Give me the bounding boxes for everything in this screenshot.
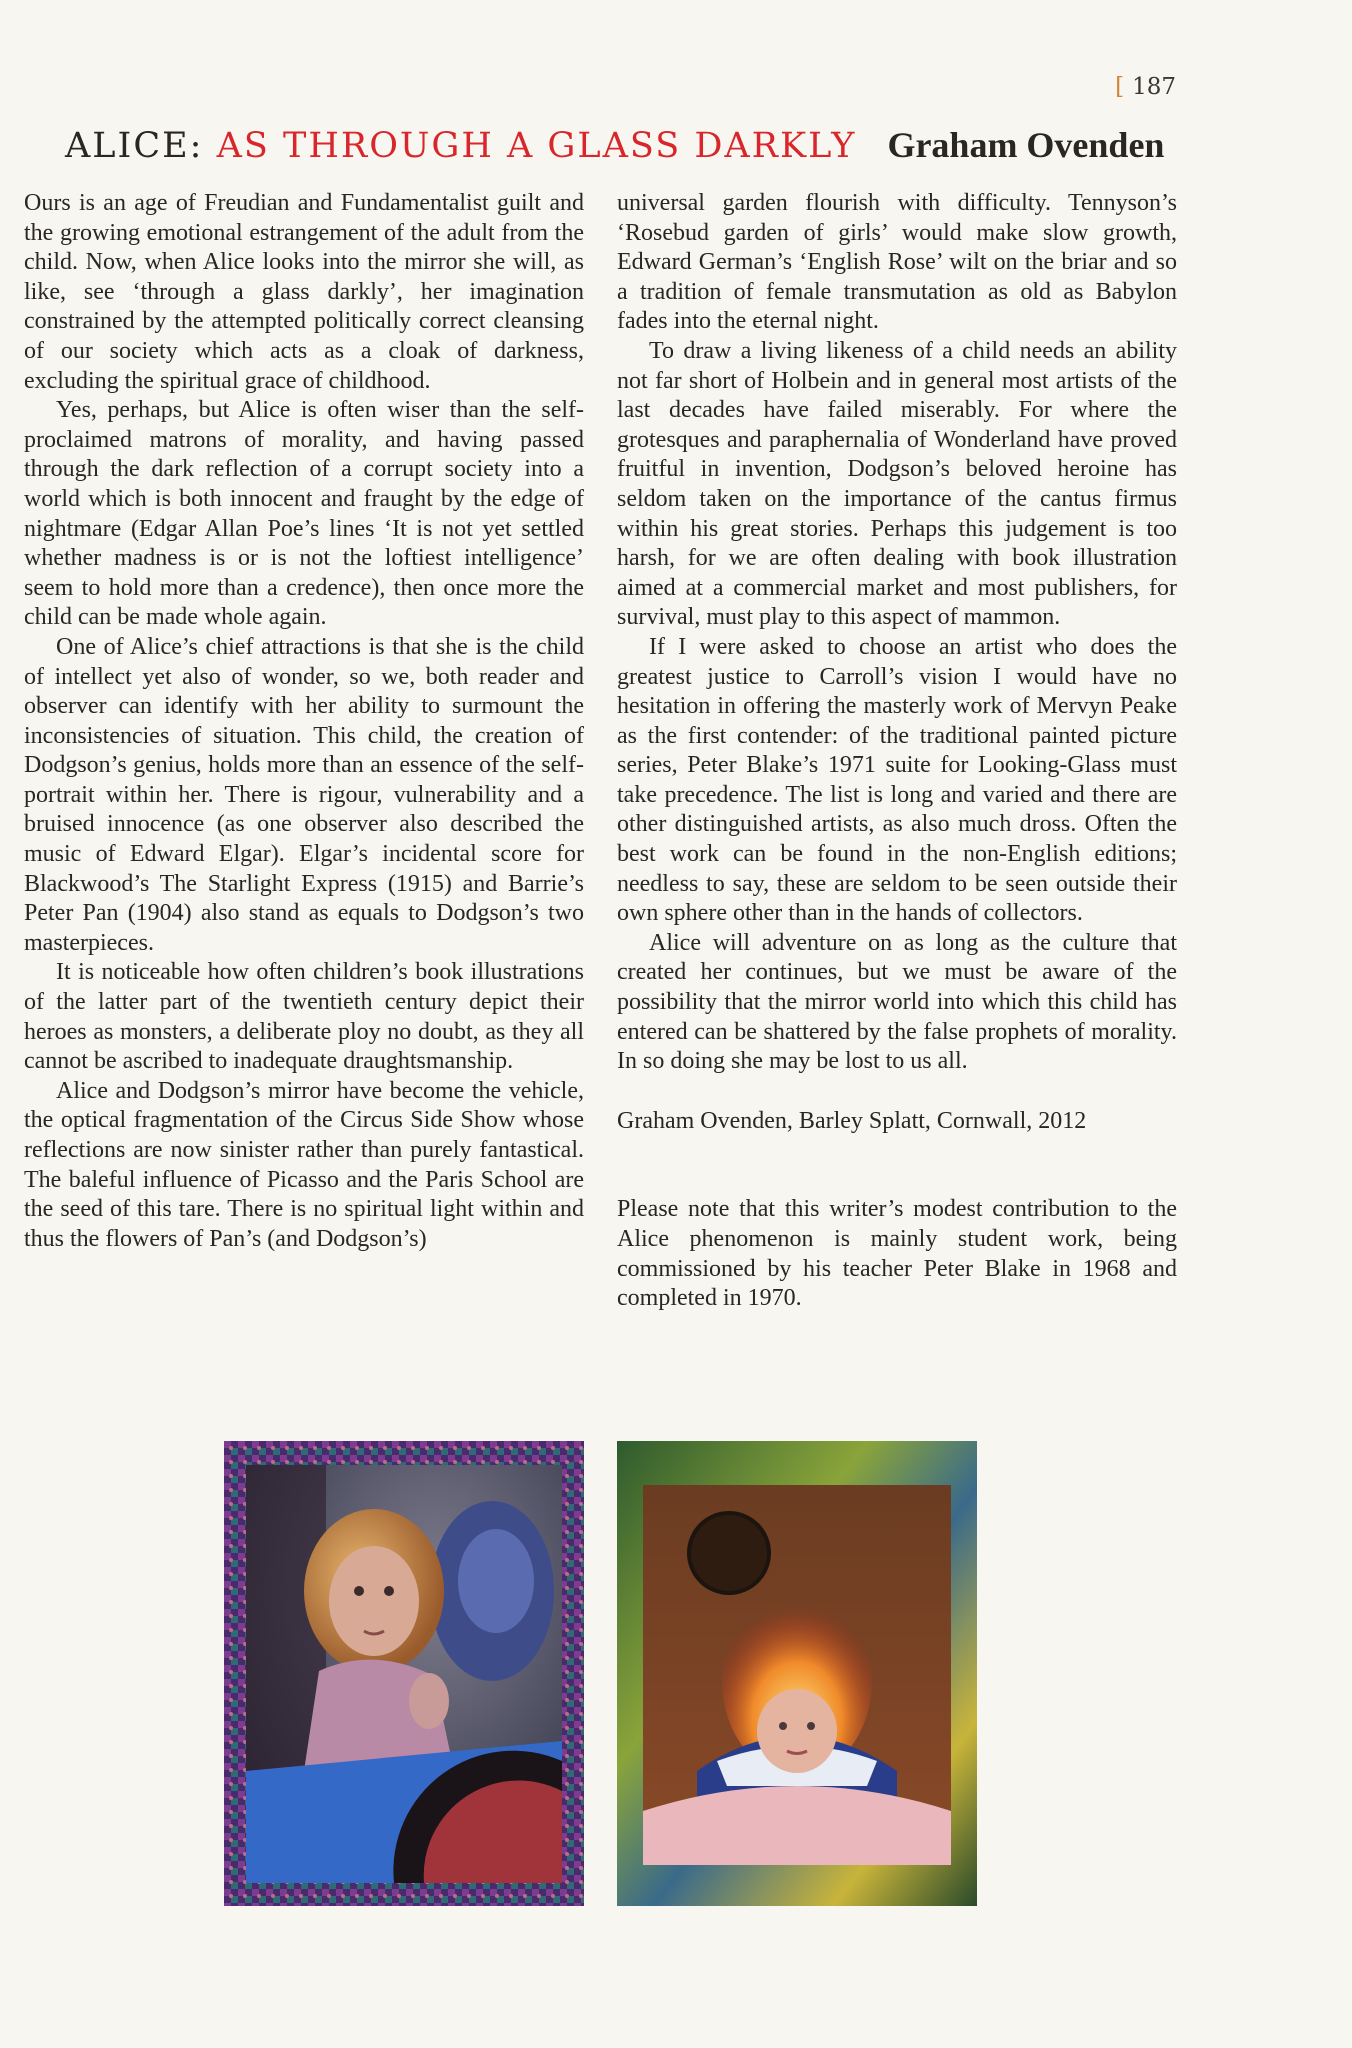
- author-note: Please note that this writer’s modest contribution to the Alice phenomenon is mainly student work, being commissioned by his teacher Peter Blake in 1968 and completed in 1970.: [617, 1196, 1177, 1312]
- page-number: [1115, 74, 1176, 100]
- paragraph: One of Alice’s chief attractions is that she is the child of intellect yet also of wonder, so we, both reader and observer can identify with her ability to surmount the inconsistencies of situation. This child, the creation of Dodgson’s genius, holds more than an essence of the self-portrait within her. There is rigour, vulnerability and a bruised innocence (as one observer also described the music of Edward Elgar). Elgar’s incidental score for Blackwood’s The Starlight Express (1915) and Barrie’s Peter Pan (1904) also stand as equals to Dodgson’s two masterpieces.: [24, 633, 584, 956]
- paragraph: universal garden flourish with difficulty. Tennyson’s ‘Rosebud garden of girls’ would make slow growth, Edward German’s ‘English Rose’ wilt on the briar and so a tradition of female transmutation as old as Babylon fades into the eternal night.: [617, 190, 1177, 335]
- title-prefix: ALICE:: [65, 126, 204, 166]
- paragraph: Alice and Dodgson’s mirror have become the vehicle, the optical fragmentation of the Circus Side Show whose reflections are now sinister rather than purely fantastical. The baleful influence of Picasso and the Paris School are the seed of this tare. There is no spiritual light within and thus the flowers of Pan’s (and Dodgson’s): [24, 1077, 584, 1252]
- paragraph: Yes, perhaps, but Alice is often wiser than the self-proclaimed matrons of morality, and having passed through the dark reflection of a corrupt society into a world which is both innocent and fraught by the edge of nightmare (Edgar Allan Poe’s lines ‘It is not yet settled whether madness is or is not the loftiest intelligence’ seem to hold more than a credence), then once more the child can be made whole again.: [24, 397, 584, 631]
- page-number-value: 187: [1132, 74, 1176, 100]
- article-title: [65, 124, 1165, 166]
- left-column: [24, 189, 584, 1254]
- paragraph: Alice will adventure on as long as the culture that created her continues, but we must be aware of the possibility that the mirror world into which this child has entered can be shattered by the false prophets of morality. In so doing she may be lost to us all.: [617, 929, 1177, 1075]
- page-number-bracket: [: [1115, 74, 1125, 100]
- paragraph: If I were asked to choose an artist who does the greatest justice to Carroll’s vision I would have no hesitation in offering the masterly work of Mervyn Peake as the first contender: of the traditional painted picture series, Peter Blake’s 1971 suite for Looking-Glass must take precedence. The list is long and varied and there are other distinguished artists, as also much dross. Often the best work can be found in the non-English editions; needless to say, these are seldom to be seen outside their own sphere other than in the hands of collectors.: [617, 633, 1177, 927]
- title-author: Graham Ovenden: [887, 125, 1165, 165]
- illustration-fiery-child: [617, 1441, 977, 1906]
- paragraph: Ours is an age of Freudian and Fundamentalist guilt and the growing emotional estrangement of the adult from the child. Now, when Alice looks into the mirror she will, as like, see ‘through a glass darkly’, her imagination constrained by the attempted politically correct cleansing of our society which acts as a cloak of darkness, excluding the spiritual grace of childhood.: [24, 190, 584, 394]
- signature: Graham Ovenden, Barley Splatt, Cornwall, 2012: [617, 1107, 1087, 1134]
- paragraph: To draw a living likeness of a child needs an ability not far short of Holbein and in general most artists of the last decades have failed miserably. For where the grotesques and paraphernalia of Wonderland have proved fruitful in invention, Dodgson’s beloved heroine has seldom taken on the importance of the cantus firmus within his great stories. Perhaps this judgement is too harsh, for we are often dealing with book illustration aimed at a commercial market and most publishers, for survival, must play to this aspect of mammon.: [617, 337, 1177, 631]
- paragraph: It is noticeable how often children’s book illustrations of the latter part of the twentieth century depict their heroes as monsters, a deliberate ploy no doubt, as they all cannot be ascribed to inadequate draughtsmanship.: [24, 959, 584, 1075]
- right-column: [617, 189, 1177, 1314]
- title-main: AS THROUGH A GLASS DARKLY: [216, 126, 857, 166]
- illustration-alice-mirror: [224, 1441, 584, 1906]
